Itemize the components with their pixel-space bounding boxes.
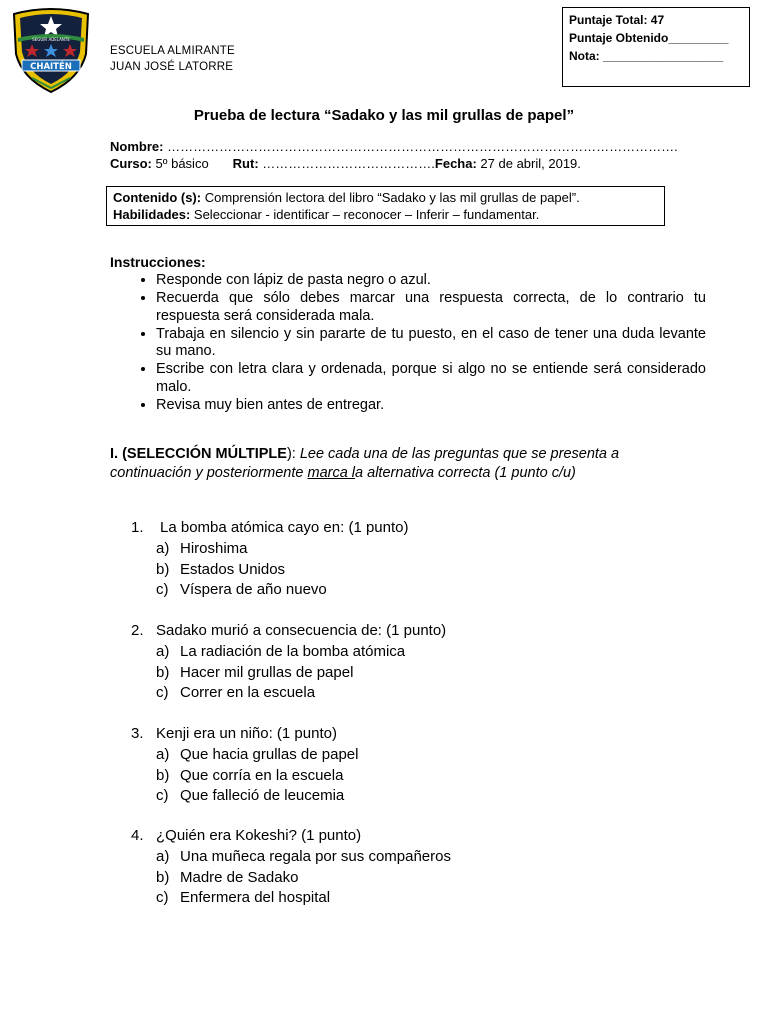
option-letter: c) [156,684,169,701]
fecha-label: Fecha: [434,156,477,171]
option-text: Correr en la escuela [180,684,316,701]
svg-text:CHAITÉN: CHAITÉN [30,62,72,72]
question-number: 4. [131,827,144,844]
svg-text:SEGUIR ADELANTE: SEGUIR ADELANTE [32,37,70,42]
option-text: Una muñeca regala por sus compañeros [180,848,451,865]
nombre-dots[interactable]: ………………………………………………………………………………………………………. [163,139,678,154]
option-a[interactable] [156,847,451,868]
obtained-score[interactable]: Puntaje Obtenido_________ [569,31,729,45]
option-c[interactable] [156,888,451,909]
question-text: Sadako murió a consecuencia de: (1 punto) [156,622,447,639]
instructions-list [110,272,706,415]
option-a[interactable] [156,539,327,560]
section-header [110,445,658,482]
option-b[interactable] [156,663,405,684]
option-c[interactable] [156,683,405,704]
instruction-item: • Revisa muy bien antes de entregar. [156,397,706,415]
score-box [562,7,750,87]
fecha-value: 27 de abril, 2019. [476,156,581,171]
habilidades-label: Habilidades: [113,207,191,222]
instruction-item: • Recuerda que sólo debes marcar una respuesta correcta, de lo contrario tu respuesta será considerada mala. [156,290,706,325]
option-letter: a) [156,643,170,660]
option-text: Enfermera del hospital [180,889,331,906]
school-line-1: ESCUELA ALMIRANTE [110,45,235,57]
option-c[interactable] [156,580,327,601]
instructions-title: Instrucciones: [110,254,206,270]
question-text: La bomba atómica cayo en: (1 punto) [160,519,409,536]
question-text: ¿Quién era Kokeshi? (1 punto) [156,827,362,844]
contenido-value: Comprensión lectora del libro “Sadako y las mil grullas de papel”. [201,190,580,205]
school-name [110,43,235,75]
course-line [110,156,581,171]
option-b[interactable] [156,560,327,581]
habilidades-value: Seleccionar - identificar – reconocer – Inferir – fundamentar. [190,207,540,222]
option-text: Víspera de año nuevo [180,581,327,598]
rut-label: Rut: [232,156,259,171]
option-letter: c) [156,581,169,598]
option-letter: b) [156,766,170,784]
option-letter: a) [156,746,170,763]
option-letter: c) [156,889,169,906]
option-text: Estados Unidos [180,560,286,578]
total-score: Puntaje Total: 47 [569,13,665,27]
option-text: Que corría en la escuela [180,766,344,784]
content-box [106,186,665,226]
option-text: La radiación de la bomba atómica [180,643,406,660]
question-number: 2. [131,622,144,639]
option-letter: b) [156,868,170,886]
option-a[interactable] [156,642,405,663]
question-number: 1. [131,519,144,536]
curso-value: 5º básico [151,156,209,171]
option-b[interactable] [156,766,358,787]
option-a[interactable] [156,745,358,766]
question-number: 3. [131,725,144,742]
curso-label: Curso: [110,156,152,171]
contenido-label: Contenido (s): [113,190,202,205]
section-text-underlined: marca l [307,464,356,481]
option-letter: b) [156,560,170,578]
instruction-item: • Escribe con letra clara y ordenada, porque si algo no se entiende será considerado malo. [156,361,706,396]
rut-dots[interactable]: …………………………………. [258,156,435,171]
name-line[interactable] [110,139,678,154]
option-b[interactable] [156,868,451,889]
question-text: Kenji era un niño: (1 punto) [156,725,337,742]
school-crest [10,6,92,96]
grade[interactable]: Nota: __________________ [569,49,724,63]
option-letter: a) [156,848,170,865]
page-title: Prueba de lectura “Sadako y las mil grullas de papel” [193,107,575,124]
option-text: Hiroshima [180,540,248,557]
section-heading: I. (SELECCIÓN MÚLTIPLE [110,446,287,462]
instruction-item: • Responde con lápiz de pasta negro o azul. [156,272,706,290]
option-text: Madre de Sadako [180,868,299,886]
section-text-a: Lee cada una de las preguntas que se presenta a continuación y posteriormente [110,446,620,481]
school-line-2: JUAN JOSÉ LATORRE [110,61,234,73]
option-text: Que falleció de leucemia [180,787,345,804]
section-heading-close: ): [286,446,296,462]
nombre-label: Nombre: [110,139,164,154]
option-letter: b) [156,663,170,681]
option-text: Hacer mil grullas de papel [180,663,354,681]
section-text-b: a alternativa correcta (1 punto c/u) [355,464,576,481]
option-letter: c) [156,787,169,804]
option-letter: a) [156,540,170,557]
option-c[interactable] [156,786,358,807]
instruction-item: • Trabaja en silencio y sin pararte de tu puesto, en el caso de tener una duda levante su mano. [156,326,706,361]
option-text: Que hacia grullas de papel [180,746,359,763]
